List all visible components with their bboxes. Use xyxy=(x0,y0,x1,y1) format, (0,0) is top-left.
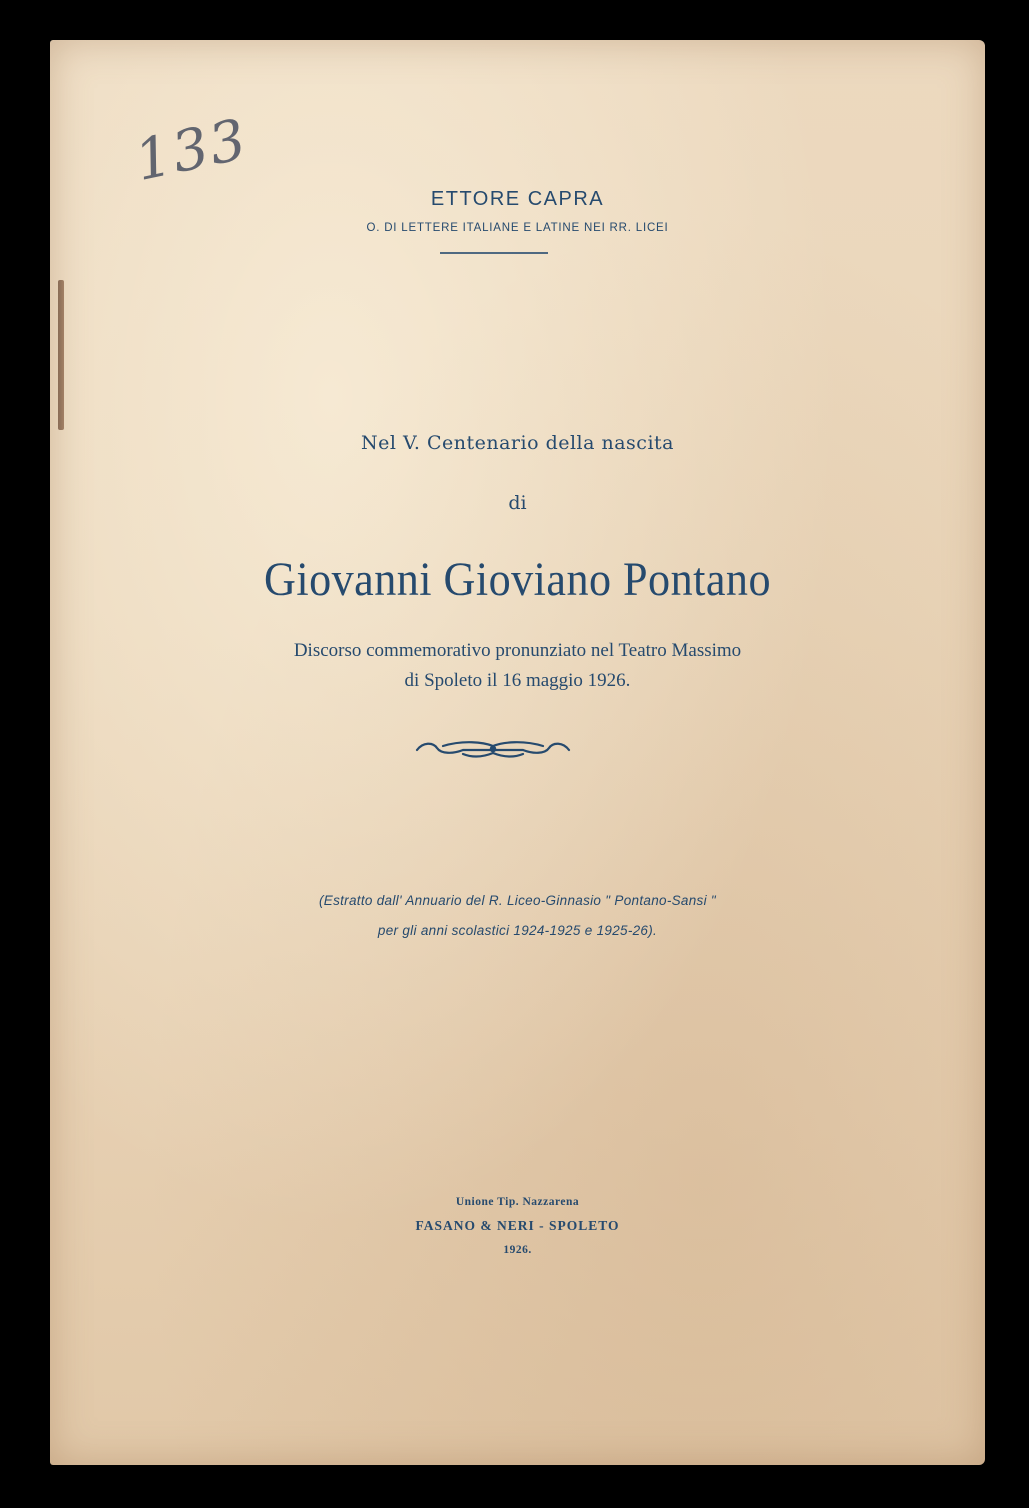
spine-stain xyxy=(58,280,64,430)
publisher-name: FASANO & NERI - SPOLETO xyxy=(415,1218,620,1233)
imprint xyxy=(50,1190,985,1262)
author-credential: O. DI LETTERE ITALIANE E LATINE NEI RR. LICEI xyxy=(366,222,669,234)
extract-note xyxy=(50,886,985,946)
printer-name: Unione Tip. Nazzarena xyxy=(455,1196,580,1208)
handwritten-shelf-mark: 133 xyxy=(129,106,254,195)
booklet-cover xyxy=(50,40,985,1465)
extract-line-1: (Estratto dall' Annuario del R. Liceo-Ginnasio " Pontano-Sansi " xyxy=(318,893,717,908)
author-divider-rule xyxy=(440,252,548,254)
ornamental-divider-icon xyxy=(413,736,573,764)
subtitle xyxy=(50,636,985,696)
subtitle-line-2: di Spoleto il 16 maggio 1926. xyxy=(404,670,631,691)
subtitle-line-1: Discorso commemorativo pronunziato nel Teatro Massimo xyxy=(293,640,742,661)
preposition-line: di xyxy=(508,492,527,514)
author-name: ETTORE CAPRA xyxy=(430,188,605,210)
main-title: Giovanni Gioviano Pontano xyxy=(263,553,772,606)
publication-year: 1926. xyxy=(503,1244,532,1256)
extract-line-2: per gli anni scolastici 1924-1925 e 1925-26). xyxy=(377,923,658,938)
occasion-line: Nel V. Centenario della nascita xyxy=(361,432,674,454)
